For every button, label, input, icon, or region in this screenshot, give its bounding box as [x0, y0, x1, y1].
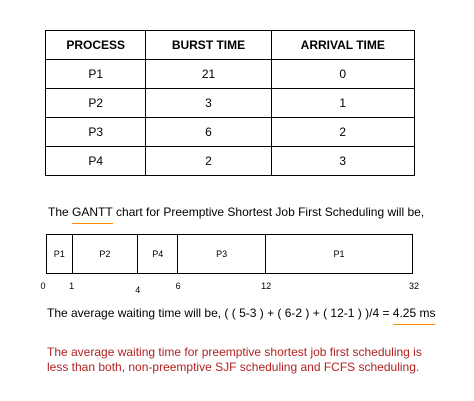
- average-formula: The average waiting time will be, ( ( 5-3 ) + ( 6-2 ) + ( 12-1 ) )/4 =: [47, 306, 393, 320]
- gantt-segment-p1: P1: [47, 235, 73, 273]
- header-process: PROCESS: [46, 31, 146, 60]
- cell-burst: 6: [146, 118, 271, 147]
- average-waiting-time: [47, 306, 435, 320]
- table-row: [46, 89, 415, 118]
- table-header-row: [46, 31, 415, 60]
- table-row: [46, 147, 415, 176]
- cell-arrival: 1: [271, 89, 414, 118]
- gantt-tick: 1: [69, 281, 75, 291]
- cell-burst: 2: [146, 147, 271, 176]
- gantt-tick: 0: [40, 281, 46, 291]
- header-burst-time: BURST TIME: [146, 31, 271, 60]
- table-row: [46, 118, 415, 147]
- cell-arrival: 0: [271, 60, 414, 89]
- header-arrival-time: ARRIVAL TIME: [271, 31, 414, 60]
- gantt-segment-p3: P3: [178, 235, 266, 273]
- table-row: [46, 60, 415, 89]
- cell-burst: 21: [146, 60, 271, 89]
- gantt-chart: [46, 234, 413, 274]
- cell-process: P3: [46, 118, 146, 147]
- intro-before: The: [48, 205, 73, 219]
- gantt-segment-p4: P4: [138, 235, 178, 273]
- cell-burst: 3: [146, 89, 271, 118]
- gantt-tick: 4: [135, 285, 141, 295]
- intro-after: chart for Preemptive Shortest Job First Scheduling will be,: [112, 205, 425, 219]
- process-table: [45, 30, 415, 176]
- gantt-segment-p1: P1: [333, 249, 345, 259]
- cell-process: P4: [46, 147, 146, 176]
- cell-process: P2: [46, 89, 146, 118]
- gantt-word: GANTT: [72, 205, 113, 219]
- gantt-segment-p2: P2: [73, 235, 139, 273]
- cell-process: P1: [46, 60, 146, 89]
- gantt-tick: 12: [261, 281, 272, 291]
- gantt-intro-text: [48, 205, 424, 219]
- average-result: 4.25 ms: [392, 306, 436, 320]
- cell-arrival: 2: [271, 118, 414, 147]
- summary-text: The average waiting time for preemptive shortest job first scheduling is less than both, non-preemptive SJF scheduling and FCFS scheduling.: [47, 345, 422, 374]
- cell-arrival: 3: [271, 147, 414, 176]
- gantt-tick: 32: [408, 281, 420, 291]
- gantt-tick: 6: [175, 281, 181, 291]
